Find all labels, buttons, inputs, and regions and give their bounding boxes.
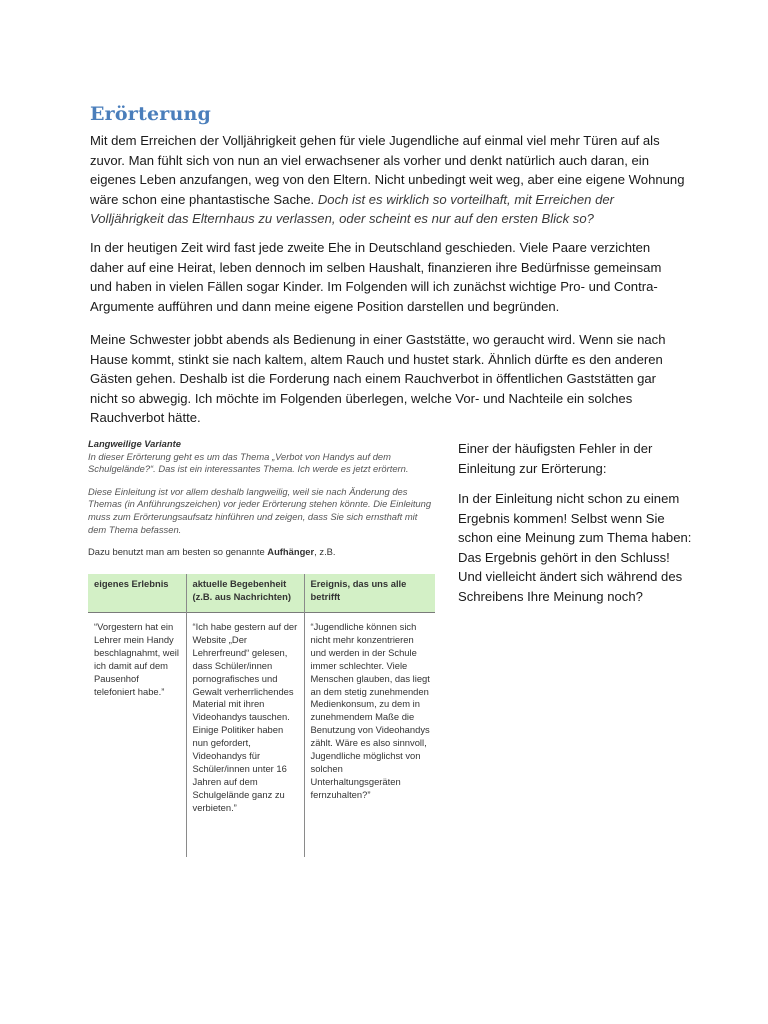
boring-variant-box xyxy=(88,438,438,559)
hook-table xyxy=(88,574,435,857)
boring-variant-explanation: Diese Einleitung ist vor allem deshalb langweilig, weil sie nach Änderung des Themas (in Anführungszeichen) vor jeder Erörterung stehen könnte. Die Einleitung muss zum Erörterungsaufsatz hinführen und zeigen, dass Sie sich ernsthaft mit dem Thema befassen. xyxy=(88,485,432,535)
boring-variant-heading: Langweilige Variante xyxy=(88,438,181,449)
example-paragraph-smoking: Meine Schwester jobbt abends als Bedienung in einer Gaststätte, wo geraucht wird. Wenn sie nach Hause kommt, stinkt sie nach kaltem, altem Rauch und hustet stark. Ähnlich dürfte es den anderen Gästen gehen. Deshalb ist die Forderung nach einem Rauchverbot in öffentlichen Gaststätten gar nicht so abwegig. Ich möchte im Folgenden überlegen, welche Vor- und Nachteile ein solches Rauchverbot hätte. xyxy=(90,332,666,425)
boring-variant-text: In dieser Erörterung geht es um das Thema „Verbot von Handys auf dem Schulgelände?“. Das ist ein interessantes Thema. Ich werde es jetzt erörtern. xyxy=(88,450,409,475)
example-paragraph-marriage: In der heutigen Zeit wird fast jede zweite Ehe in Deutschland geschieden. Viele Paare verzichten daher auf eine Heirat, leben dennoch im selben Haushalt, finanzieren ihre Bedürfnisse gemeinsam und haben in vielen Fällen sogar Kinder. Im Folgenden will ich zunächst wichtige Pro- und Contra-Argumente aufführen und dann meine eigene Position darstellen und begründen. xyxy=(90,240,662,314)
sidebar-tip: In der Einleitung nicht schon zu einem Ergebnis kommen! Selbst wenn Sie schon eine Meinung zum Thema haben: Das Ergebnis gehört in den Schluss! Und vielleicht ändert sich während des Schreibens Ihre Meinung noch? xyxy=(458,491,692,604)
table-cell: “Jugendliche können sich nicht mehr konzentrieren und werden in der Schule immer schlechter. Viele Menschen glauben, das liegt an dem stetig zunehmenden Medienkonsum, zu dem in zunehmendem Maße die Benutzung von Videohandys zählt. Wäre es also sinnvoll, Jugendliche möglichst von solchen Unterhaltungsgeräten fernzuhalten?” xyxy=(310,621,430,800)
intro-paragraph xyxy=(90,131,685,229)
table-cell: “Ich habe gestern auf der Website „Der Lehrerfreund“ gelesen, dass Schüler/innen pornografisches und Gewalt verherrlichendes Material mit ihren Videohandys tauschen. Einige Politiker haben nun gefordert, Videohandys für Schüler/innen unter 16 Jahren auf dem Schulgelände ganz zu verbieten.” xyxy=(186,613,304,858)
table-header: Ereignis, das uns alle betrifft xyxy=(304,574,435,613)
page-title: Erörterung xyxy=(90,103,211,125)
table-cell: “Vorgestern hat ein Lehrer mein Handy beschlagnahmt, weil ich damit auf dem Pausenhof telefoniert habe.” xyxy=(88,613,186,858)
table-header: eigenes Erlebnis xyxy=(88,574,186,613)
intro-question: Doch ist es wirklich so vorteilhaft, mit Erreichen der Volljährigkeit das Elternhaus zu verlassen, oder scheint es nur auf den ersten Blick so? xyxy=(90,191,615,226)
hook-term: Aufhänger xyxy=(267,546,315,558)
table-header-row xyxy=(88,574,435,613)
sidebar-heading: Einer der häufigsten Fehler in der Einleitung zur Erörterung: xyxy=(458,441,653,476)
hook-intro: Dazu benutzt man am besten so genannte Aufhänger, z.B. xyxy=(88,546,336,558)
intro-text: Mit dem Erreichen der Volljährigkeit gehen für viele Jugendliche auf einmal viel mehr Türen auf als zuvor. Man fühlt sich von nun an viel erwachsener als vorher und denkt natürlich auch daran, ein eigenes Leben anzufangen, weg von den Eltern. Nicht unbedingt weit weg, aber eine eigene Wohnung wäre schon eine phantastische Sache. xyxy=(90,133,685,207)
table-header: aktuelle Begebenheit (z.B. aus Nachrichten) xyxy=(186,574,304,613)
table-row xyxy=(88,613,435,858)
